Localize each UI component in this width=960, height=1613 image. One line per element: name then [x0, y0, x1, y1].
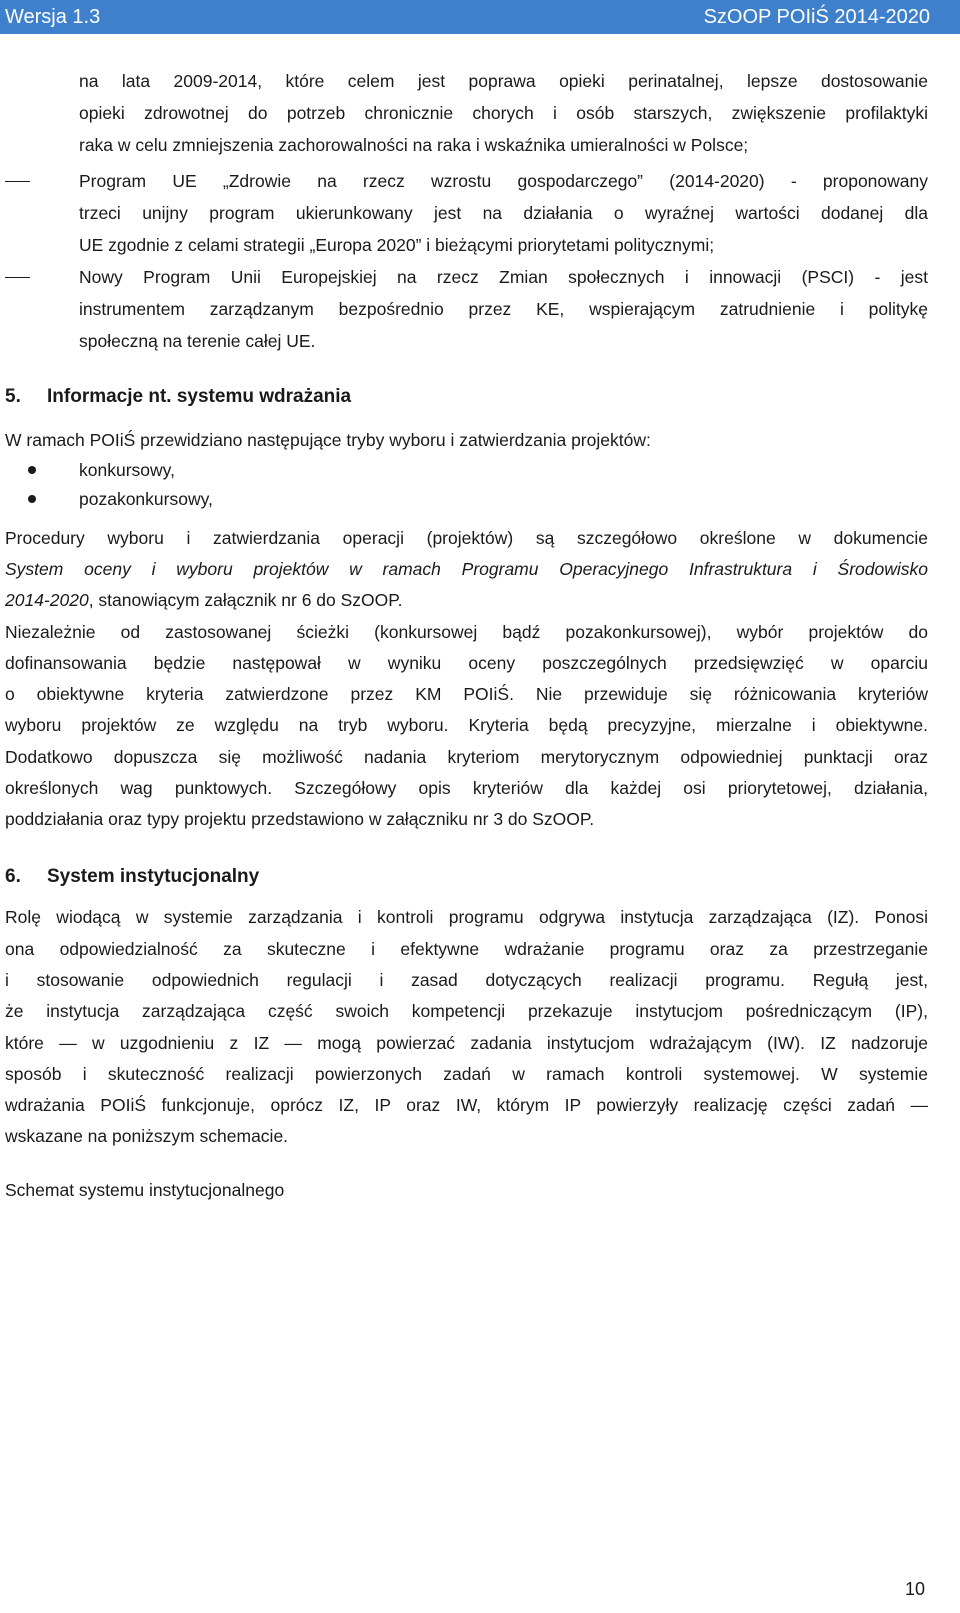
paragraph-line: wyboru projektów ze względu na tryb wyboru. Kryteria będą precyzyjne, mierzalne i obiektywne. — [5, 715, 928, 735]
document-year: 2014-2020 — [5, 590, 89, 610]
section-heading: System instytucjonalny — [47, 866, 260, 887]
paragraph-line: sposób i skuteczność realizacji powierzonych zadań w ramach kontroli systemowej. W systemie — [5, 1064, 928, 1084]
version-label: Wersja 1.3 — [5, 6, 101, 28]
paragraph-line: że instytucja zarządzająca część swoich kompetencji przekazuje instytucjom pośredniczącym (IP), — [5, 1001, 928, 1021]
paragraph-line: wdrażania POIiŚ funkcjonuje, oprócz IZ, IP oraz IW, którym IP powierzyły realizację części zadań — — [5, 1095, 928, 1115]
dash-bullet-icon — [5, 277, 30, 278]
paragraph-line: raka w celu zmniejszenia zachorowalności na raka i wskaźnika umieralności w Polsce; — [79, 135, 749, 155]
paragraph-line: wskazane na poniższym schemacie. — [5, 1126, 289, 1146]
paragraph-line: o obiektywne kryteria zatwierdzone przez KM POIiŚ. Nie przewiduje się różnicowania kryteriów — [5, 684, 928, 704]
paragraph-line: dofinansowania będzie następował w wyniku oceny poszczególnych przedsięwzięć w oparciu — [5, 653, 928, 673]
paragraph-line: które — w uzgodnieniu z IZ — mogą powierzać zadania instytucjom wdrażającym (IW). IZ nadzoruje — [5, 1033, 928, 1053]
list-item-line: instrumentem zarządzanym bezpośrednio przez KE, wspierającym zatrudnienie i politykę — [79, 299, 928, 319]
section-heading: Informacje nt. systemu wdrażania — [47, 386, 352, 407]
section-number: 5. — [5, 386, 21, 407]
paragraph-line: System oceny i wyboru projektów w ramach Programu Operacyjnego Infrastruktura i Środowisko — [5, 559, 928, 579]
dash-bullet-icon — [5, 181, 30, 182]
paragraph-line: Niezależnie od zastosowanej ścieżki (konkursowej bądź pozakonkursowej), wybór projektów do — [5, 622, 928, 642]
list-item-line: Nowy Program Unii Europejskiej na rzecz Zmian społecznych i innowacji (PSCI) - jest — [79, 267, 928, 287]
list-item-line: UE zgodnie z celami strategii „Europa 2020” i bieżącymi priorytetami politycznymi; — [79, 235, 715, 255]
paragraph-line: Dodatkowo dopuszcza się możliwość nadania kryteriom merytorycznym odpowiedniej punktacji oraz — [5, 747, 928, 767]
bullet-icon — [28, 466, 36, 474]
section-number: 6. — [5, 866, 21, 887]
bullet-icon — [28, 495, 36, 503]
list-item: konkursowy, — [79, 460, 175, 480]
paragraph-line: ona odpowiedzialność za skuteczne i efektywne wdrażanie programu oraz za przestrzeganie — [5, 939, 928, 959]
paragraph-text: , stanowiącym załącznik nr 6 do SzOOP. — [88, 590, 403, 610]
paragraph-line — [5, 588, 928, 612]
paragraph-line: i stosowanie odpowiednich regulacji i zasad dotyczących realizacji programu. Regułą jest, — [5, 970, 928, 990]
paragraph-line: na lata 2009-2014, które celem jest poprawa opieki perinatalnej, lepsze dostosowanie — [79, 71, 928, 91]
list-item-line: społeczną na terenie całej UE. — [79, 331, 316, 351]
document-title: SzOOP POIiŚ 2014-2020 — [703, 6, 930, 28]
figure-caption: Schemat systemu instytucjonalnego — [5, 1180, 285, 1200]
paragraph-line: określonych wag punktowych. Szczegółowy opis kryteriów dla każdej osi priorytetowej, działania, — [5, 778, 928, 798]
page-header — [0, 0, 960, 34]
paragraph-line: opieki zdrowotnej do potrzeb chronicznie chorych i osób starszych, zwiększenie profilaktyki — [79, 103, 928, 123]
list-item: pozakonkursowy, — [79, 489, 213, 509]
page-number: 10 — [905, 1579, 926, 1599]
list-item-line: Program UE „Zdrowie na rzecz wzrostu gospodarczego” (2014-2020) - proponowany — [79, 171, 928, 191]
paragraph-line: Rolę wiodącą w systemie zarządzania i kontroli programu odgrywa instytucja zarządzająca (IZ). Ponosi — [5, 907, 928, 927]
paragraph-line: Procedury wyboru i zatwierdzania operacji (projektów) są szczegółowo określone w dokumencie — [5, 528, 928, 548]
paragraph-line: poddziałania oraz typy projektu przedstawiono w załączniku nr 3 do SzOOP. — [5, 809, 595, 829]
paragraph-line: W ramach POIiŚ przewidziano następujące tryby wyboru i zatwierdzania projektów: — [5, 430, 651, 450]
list-item-line: trzeci unijny program ukierunkowany jest na działania o wyraźnej wartości dodanej dla — [79, 203, 928, 223]
